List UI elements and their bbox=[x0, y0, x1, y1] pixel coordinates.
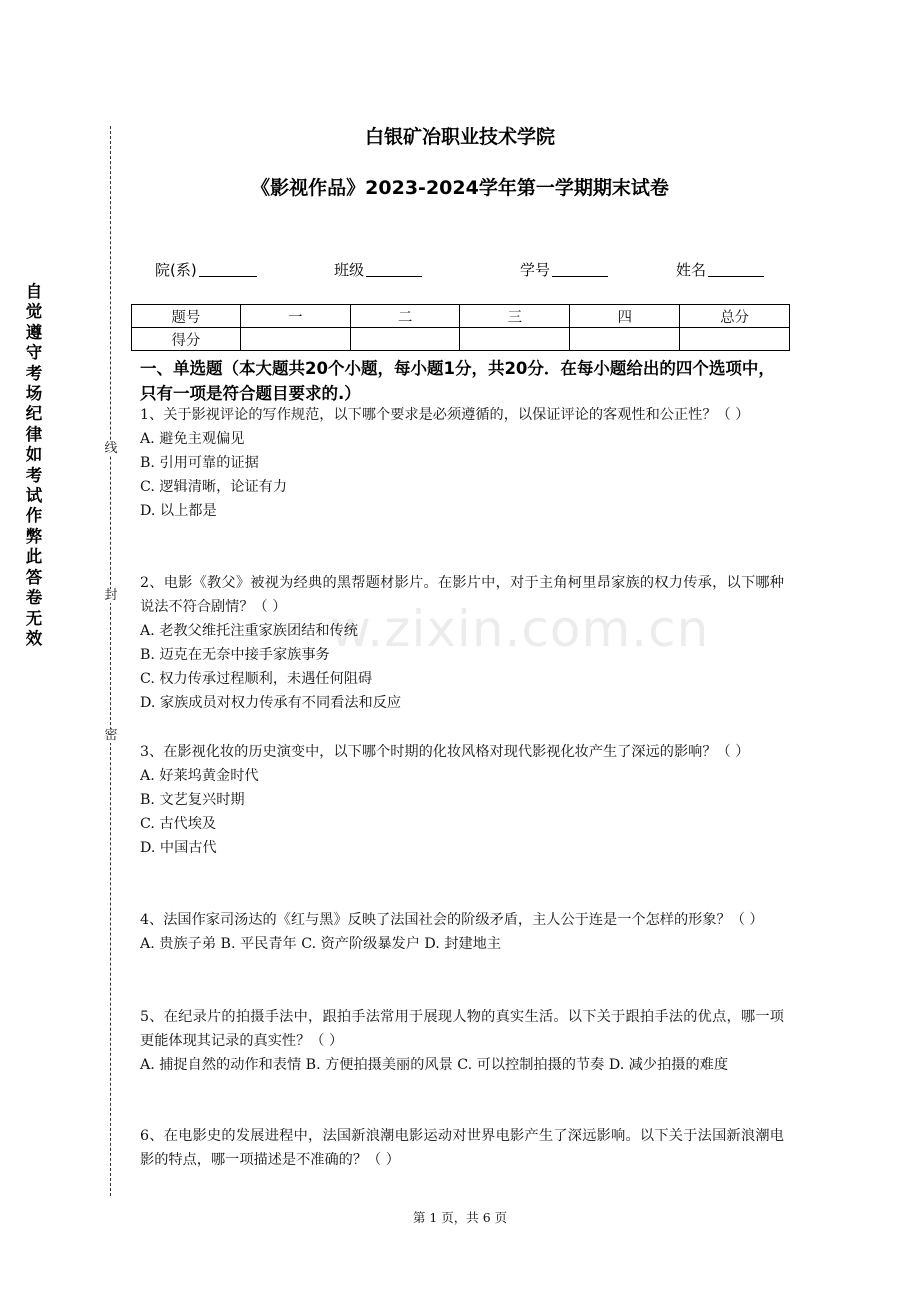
question-3 bbox=[140, 740, 784, 860]
score-blank-cell bbox=[350, 328, 460, 351]
options-inline: A. 捕捉自然的动作和表情 B. 方便拍摄美丽的风景 C. 可以控制拍摄的节奏 D. 减少拍摄的难度 bbox=[140, 1057, 729, 1073]
binding-seal-line bbox=[110, 126, 111, 1196]
score-table-score-row bbox=[132, 328, 790, 351]
option: D. 家族成员对权力传承有不同看法和反应 bbox=[140, 695, 402, 711]
option: C. 古代埃及 bbox=[140, 816, 217, 832]
exam-title: 《影视作品》2023-2024学年第一学期期末试卷 bbox=[251, 177, 669, 199]
page-footer: 第 1 页，共 6 页 bbox=[412, 1210, 508, 1225]
score-blank-cell bbox=[570, 328, 680, 351]
option: B. 文艺复兴时期 bbox=[140, 792, 245, 808]
school-name: 白银矿冶职业技术学院 bbox=[364, 126, 555, 148]
question-4 bbox=[140, 908, 784, 956]
class-field: 班级 bbox=[334, 259, 422, 280]
option: D. 中国古代 bbox=[140, 840, 217, 856]
score-blank-cell bbox=[680, 328, 790, 351]
question-6 bbox=[140, 1124, 784, 1172]
score-table bbox=[131, 304, 790, 351]
watermark: w.zixin.com.cn bbox=[330, 600, 710, 658]
student-id-field: 学号 bbox=[520, 259, 608, 280]
score-table-cell: 题号 bbox=[132, 305, 241, 328]
department-field: 院(系) bbox=[155, 259, 257, 280]
option: C. 逻辑清晰，论证有力 bbox=[140, 479, 288, 495]
section-heading: 一、单选题（本大题共20个小题，每小题1分，共20分．在每小题给出的四个选项中，只有一项是符合题目要求的.） bbox=[140, 359, 775, 403]
score-table-cell: 四 bbox=[570, 305, 680, 328]
question-5 bbox=[140, 1005, 784, 1077]
option: B. 迈克在无奈中接手家族事务 bbox=[140, 647, 330, 663]
seal-char-seal: 封 bbox=[104, 588, 118, 603]
option: B. 引用可靠的证据 bbox=[140, 455, 259, 471]
options-inline: A. 贵族子弟 B. 平民青年 C. 资产阶级暴发户 D. 封建地主 bbox=[140, 936, 502, 952]
question-stem: 5、在纪录片的拍摄手法中，跟拍手法常用于展现人物的真实生活。以下关于跟拍手法的优点，哪一项更能体现其记录的真实性？（ ） bbox=[140, 1009, 784, 1049]
option: C. 权力传承过程顺利，未遇任何阻碍 bbox=[140, 671, 373, 687]
question-stem: 1、关于影视评论的写作规范，以下哪个要求是必须遵循的，以保证评论的客观性和公正性？（ ） bbox=[140, 407, 750, 423]
score-table-cell: 得分 bbox=[132, 328, 241, 351]
question-stem: 4、法国作家司汤达的《红与黑》反映了法国社会的阶级矛盾，主人公于连是一个怎样的形象？（ ） bbox=[140, 912, 764, 928]
score-table-cell: 三 bbox=[460, 305, 570, 328]
option: A. 老教父维托注重家族团结和传统 bbox=[140, 623, 358, 639]
score-blank-cell bbox=[460, 328, 570, 351]
question-stem: 6、在电影史的发展进程中，法国新浪潮电影运动对世界电影产生了深远影响。以下关于法国新浪潮电影的特点，哪一项描述是不准确的？（ ） bbox=[140, 1128, 784, 1168]
score-table-cell: 二 bbox=[350, 305, 460, 328]
score-table-cell: 总分 bbox=[680, 305, 790, 328]
question-1 bbox=[140, 403, 784, 523]
option: A. 避免主观偏见 bbox=[140, 431, 245, 447]
score-blank-cell bbox=[240, 328, 350, 351]
question-stem: 3、在影视化妆的历史演变中，以下哪个时期的化妆风格对现代影视化妆产生了深远的影响？（ ） bbox=[140, 744, 750, 760]
score-table-header-row bbox=[132, 305, 790, 328]
question-stem: 2、电影《教父》被视为经典的黑帮题材影片。在影片中，对于主角柯里昂家族的权力传承，以下哪种说法不符合剧情？（ ） bbox=[140, 575, 784, 615]
name-field: 姓名 bbox=[676, 259, 764, 280]
option: A. 好莱坞黄金时代 bbox=[140, 768, 259, 784]
seal-char-secret: 密 bbox=[104, 728, 118, 743]
seal-char-line: 线 bbox=[104, 441, 118, 456]
option: D. 以上都是 bbox=[140, 503, 217, 519]
exam-discipline-note: 自觉遵守考场纪律如考试作弊此答卷无效 bbox=[25, 282, 43, 648]
score-table-cell: 一 bbox=[240, 305, 350, 328]
